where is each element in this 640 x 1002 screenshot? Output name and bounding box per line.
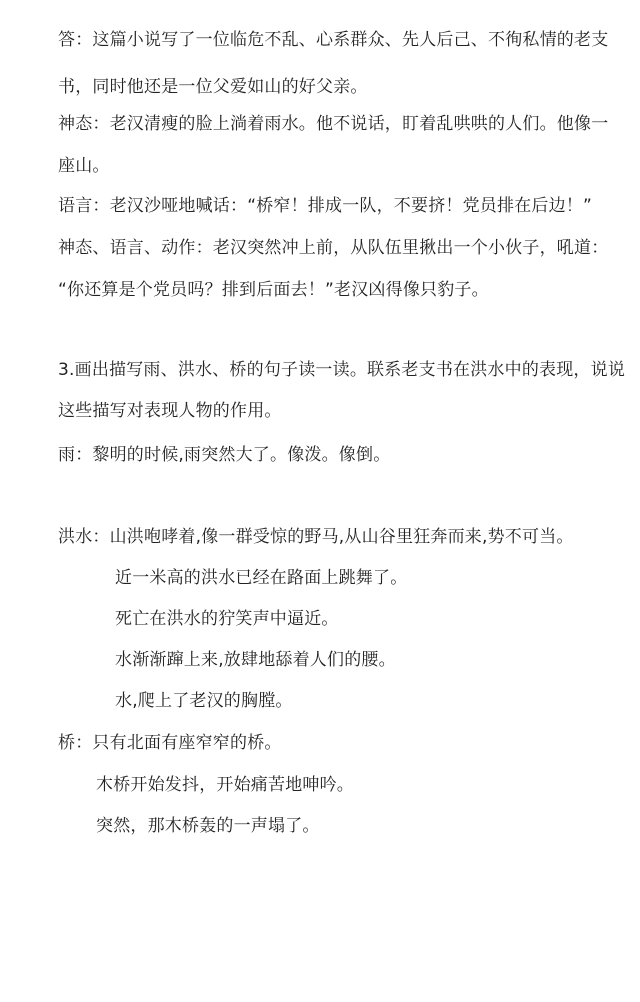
rain-description: 雨：黎明的时候,雨突然大了。像泼。像倒。 <box>58 445 391 465</box>
flood-line: 洪水：山洪咆哮着,像一群受惊的野马,从山谷里狂奔而来,势不可当。 <box>58 527 574 547</box>
question-3-prompt-line-1: 3.画出描写雨、洪水、桥的句子读一读。联系老支书在洪水中的表现，说说 <box>58 360 626 380</box>
flood-line: 水,爬上了老汉的胸膛。 <box>115 691 293 711</box>
answer-summary-line-1: 答：这篇小说写了一位临危不乱、心系群众、先人后己、不徇私情的老支 <box>58 30 609 50</box>
flood-line: 死亡在洪水的狞笑声中逼近。 <box>115 609 339 629</box>
expression-line-2: 座山。 <box>58 156 110 176</box>
action-line-1: 神态、语言、动作：老汉突然冲上前，从队伍里揪出一个小伙子，吼道： <box>58 238 609 258</box>
flood-line: 水渐渐蹿上来,放肆地舔着人们的腰。 <box>115 650 396 670</box>
bridge-line: 木桥开始发抖，开始痛苦地呻吟。 <box>96 775 354 795</box>
action-line-2: “你还算是个党员吗？排到后面去！”老汉凶得像只豹子。 <box>58 280 489 300</box>
bridge-line: 突然，那木桥轰的一声塌了。 <box>96 816 320 836</box>
speech-line: 语言：老汉沙哑地喊话：“桥窄！排成一队，不要挤！党员排在后边！” <box>58 196 593 216</box>
question-3-prompt-line-2: 这些描写对表现人物的作用。 <box>58 401 282 421</box>
flood-line: 近一米高的洪水已经在路面上跳舞了。 <box>115 568 408 588</box>
answer-summary-line-2: 书，同时他还是一位父爱如山的好父亲。 <box>58 77 368 97</box>
expression-line-1: 神态：老汉清瘦的脸上淌着雨水。他不说话，盯着乱哄哄的人们。他像一 <box>58 114 609 134</box>
bridge-line: 桥：只有北面有座窄窄的桥。 <box>58 733 282 753</box>
